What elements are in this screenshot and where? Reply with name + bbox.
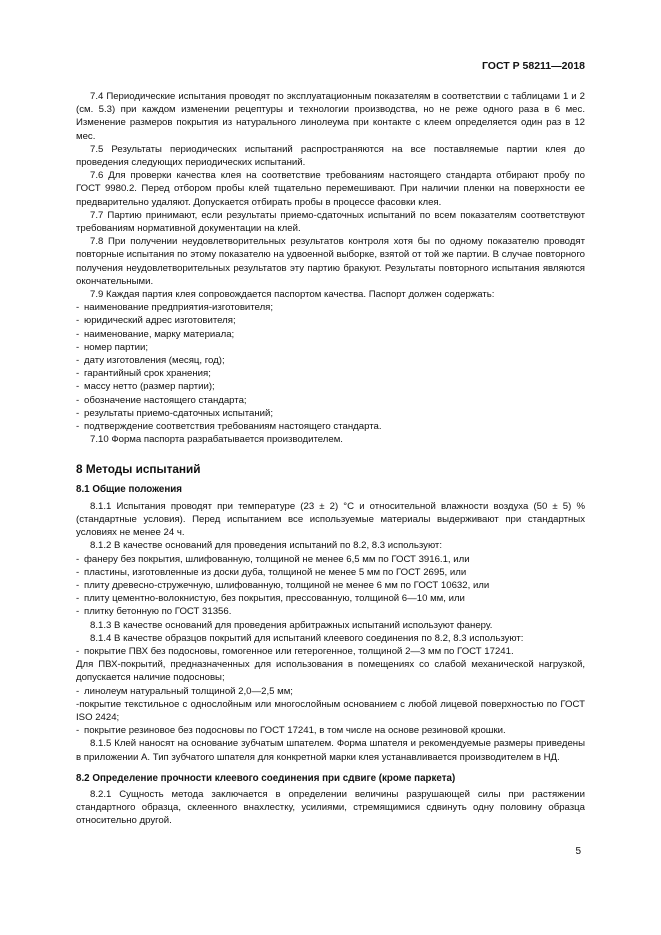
- list-item: - покрытие резиновое без подосновы по ГОСТ 17241, в том числе на основе резиновой крошки.: [76, 725, 506, 737]
- paragraph-8-1-5: 8.1.5 Клей наносят на основание зубчатым шпателем. Форма шпателя и рекомендуемые размеры приведены в приложении А. Тип зубчатого шпателя для конкретной марки клея устанавливается производителем в НД.: [76, 738, 585, 763]
- page-number: 5: [575, 846, 581, 857]
- paragraph-7-10: 7.10 Форма паспорта разрабатывается производителем.: [90, 434, 343, 446]
- section-8-heading: 8 Методы испытаний: [76, 462, 201, 477]
- paragraph-7-5: 7.5 Результаты периодических испытаний распространяются на все поставляемые партии клея до проведения следующих периодических испытаний.: [76, 143, 585, 169]
- paragraph-8-2-1: 8.2.1 Сущность метода заключается в определении величины разрушающей силы при растяжении стандартного образца, склеенного внахлестку, усилиями, стремящимися сдвинуть одну половину образца относительно другой.: [76, 788, 585, 827]
- list-item: - плиту древесно-стружечную, шлифованную, толщиной не менее 6 мм по ГОСТ 10632, или: [76, 579, 490, 591]
- subsection-8-1-heading: 8.1 Общие положения: [76, 484, 183, 496]
- list-item: - дату изготовления (месяц, год);: [76, 355, 225, 367]
- paragraph-7-9: 7.9 Каждая партия клея сопровождается паспортом качества. Паспорт должен содержать:: [90, 289, 495, 301]
- list-item: - массу нетто (размер партии);: [76, 381, 215, 393]
- list-item: - гарантийный срок хранения;: [76, 368, 211, 380]
- list-item: - юридический адрес изготовителя;: [76, 315, 236, 327]
- paragraph-8-1-1: 8.1.1 Испытания проводят при температуре (23 ± 2) °С и относительной влажности воздуха (50 ± 5) % (стандартные условия). Перед испытанием все используемые материалы выдерживают при стандартных условиях не менее 24 ч.: [76, 500, 585, 539]
- paragraph-8-1-4: 8.1.4 В качестве образцов покрытий для испытаний клеевого соединения по 8.2, 8.3 используют:: [90, 632, 524, 644]
- list-item: - плиту цементно-волокнистую, без покрытия, прессованную, толщиной 6—10 мм, или: [76, 593, 465, 605]
- list-item: - подтверждение соответствия требованиям настоящего стандарта.: [76, 421, 382, 433]
- list-item-continuation: Для ПВХ-покрытий, предназначенных для использования в помещениях со слабой механической нагрузкой, допускается наличие подосновы;: [76, 659, 585, 684]
- list-item: - обозначение настоящего стандарта;: [76, 394, 247, 406]
- paragraph-7-7: 7.7 Партию принимают, если результаты приемо-сдаточных испытаний по всем показателям соответствуют требованиям нормативной документации на клей.: [76, 209, 585, 235]
- list-item: - наименование, марку материала;: [76, 328, 235, 340]
- list-item: - результаты приемо-сдаточных испытаний;: [76, 407, 274, 419]
- passport-contents-list: [76, 301, 585, 433]
- list-item: - номер партии;: [76, 341, 148, 353]
- paragraph-8-1-2: 8.1.2 В качестве оснований для проведения испытаний по 8.2, 8.3 используют:: [90, 540, 442, 552]
- paragraph-8-1-3: 8.1.3 В качестве оснований для проведения арбитражных испытаний используют фанеру.: [90, 619, 493, 631]
- paragraph-7-8: 7.8 При получении неудовлетворительных результатов контроля хотя бы по одному показателю проводят повторные испытания по этому показателю на удвоенной выборке, взятой от той же партии. В случае повторного получения неудовлетворительных результатов эту партию бракуют. Результаты повторного испытания являются окончательными.: [76, 236, 585, 287]
- paragraph-7-6: 7.6 Для проверки качества клея на соответствие требованиям настоящего стандарта отбирают пробу по ГОСТ 9980.2. Перед отбором пробы клей тщательно перемешивают. При наличии пленки на поверхности ее предварительно удаляют. Допускается отбирать пробы в процессе фасовки клея.: [76, 170, 585, 208]
- document-code-header: ГОСТ Р 58211—2018: [481, 60, 585, 72]
- document-body: [76, 90, 585, 828]
- subsection-8-2-heading: 8.2 Определение прочности клеевого соединения при сдвиге (кроме паркета): [76, 772, 456, 784]
- paragraph-7-4: 7.4 Периодические испытания проводят по эксплуатационным показателям в соответствии с таблицами 1 и 2 (см. 5.3) при каждом изменении рецептуры и технологии производства, но не реже одного раза в 6 мес. Изменение размеров покрытия из натурального линолеума при контакте с клеем определяется один раз в 12 мес.: [76, 91, 585, 142]
- list-item: - наименование предприятия-изготовителя;: [76, 302, 274, 314]
- bases-list: [76, 553, 585, 619]
- list-item: - фанеру без покрытия, шлифованную, толщиной не менее 6,5 мм по ГОСТ 3916.1, или: [76, 553, 470, 565]
- list-item: -покрытие текстильное с однослойным или многослойным основанием с любой лицевой поверхностью по ГОСТ ISO 2424;: [76, 698, 585, 723]
- list-item: - покрытие ПВХ без подосновы, гомогенное или гетерогенное, толщиной 2—3 мм по ГОСТ 17241.: [76, 645, 514, 657]
- list-item: - плитку бетонную по ГОСТ 31356.: [76, 606, 232, 618]
- list-item: - линолеум натуральный толщиной 2,0—2,5 мм;: [76, 685, 293, 697]
- list-item: - пластины, изготовленные из доски дуба, толщиной не менее 5 мм по ГОСТ 2695, или: [76, 566, 467, 578]
- coverings-list: [76, 645, 585, 737]
